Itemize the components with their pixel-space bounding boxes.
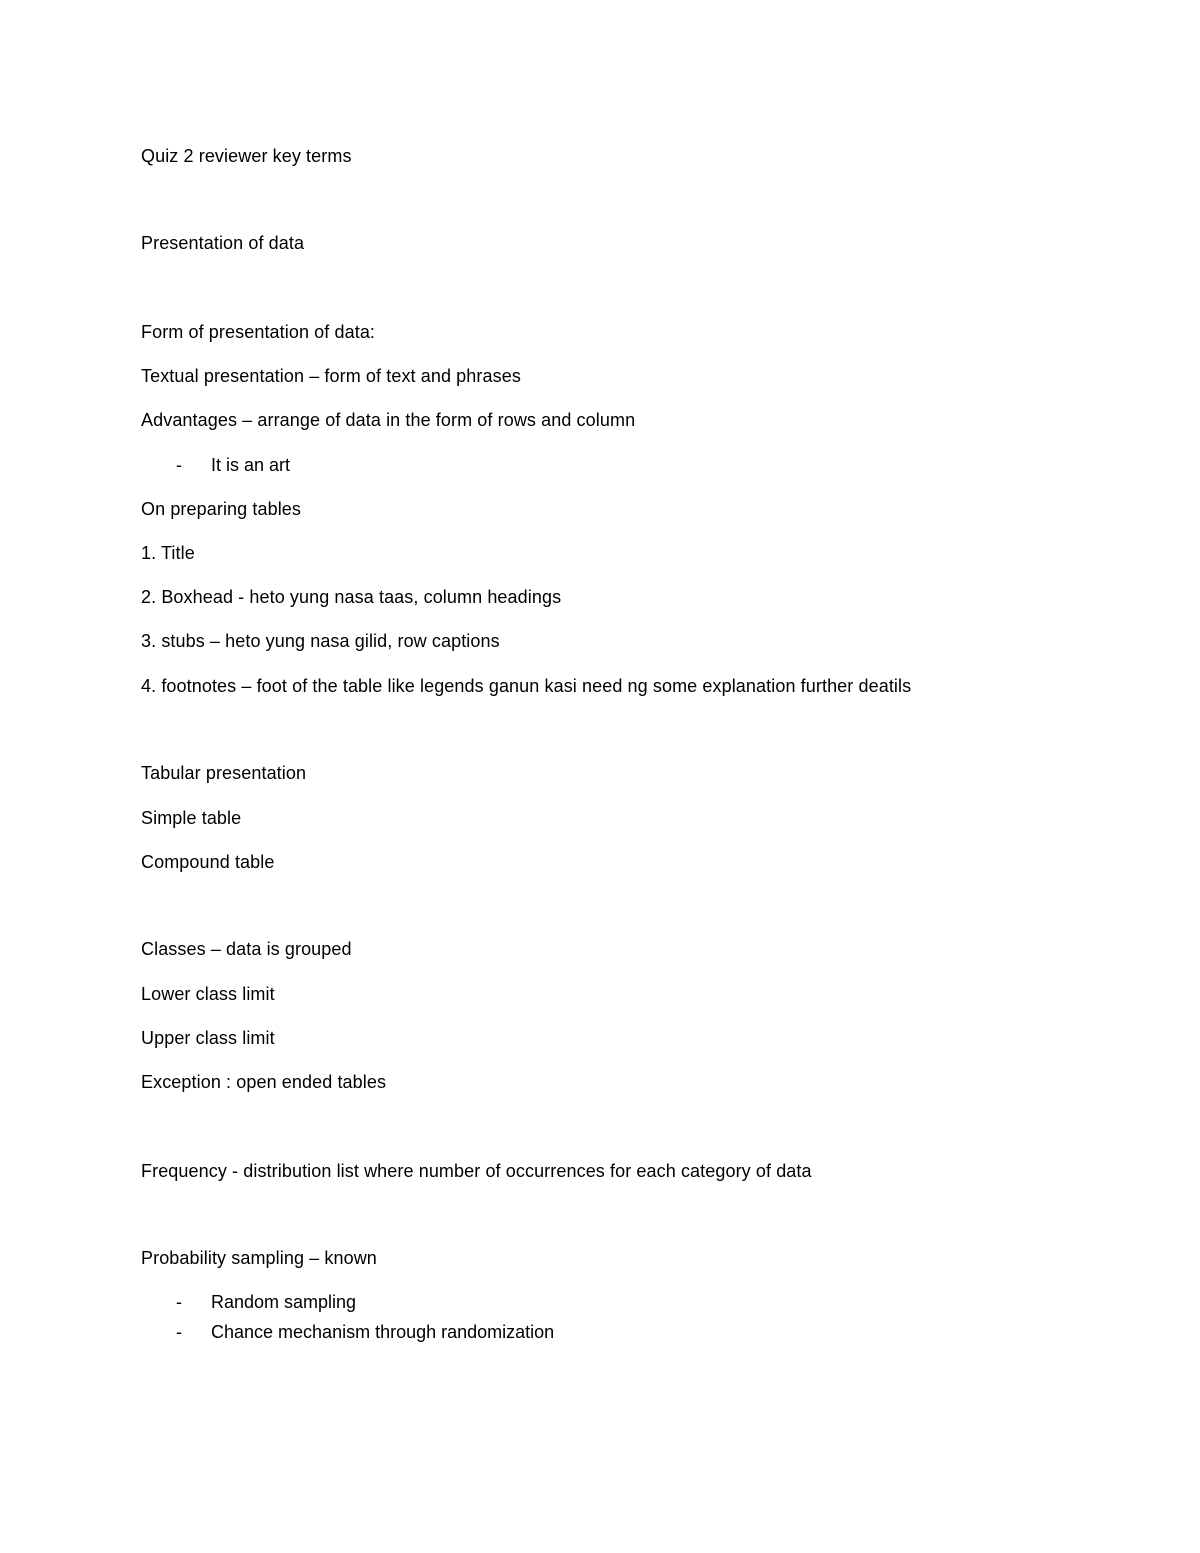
bullet-marker: - [176,455,182,475]
bullet-marker: - [176,1292,182,1312]
simple-table-line: Simple table [141,808,242,828]
preparing-tables-line: On preparing tables [141,499,301,519]
document-title: Quiz 2 reviewer key terms [141,146,352,166]
tabular-presentation-line: Tabular presentation [141,763,307,783]
probability-bullet: Random sampling [211,1292,357,1312]
section-heading: Presentation of data [141,233,305,253]
probability-sampling-line: Probability sampling – known [141,1248,377,1268]
step-item: 3. stubs – heto yung nasa gilid, row captions [141,631,500,651]
classes-line: Classes – data is grouped [141,939,352,959]
exception-line: Exception : open ended tables [141,1072,387,1092]
advantages-bullet: It is an art [211,455,291,475]
step-item: 2. Boxhead - heto yung nasa taas, column headings [141,587,562,607]
advantages-line: Advantages – arrange of data in the form of rows and column [141,410,636,430]
upper-class-limit-line: Upper class limit [141,1028,275,1048]
frequency-line: Frequency - distribution list where number of occurrences for each category of data [141,1161,812,1181]
lower-class-limit-line: Lower class limit [141,984,275,1004]
textual-presentation-line: Textual presentation – form of text and phrases [141,366,521,386]
probability-bullet: Chance mechanism through randomization [211,1322,555,1342]
bullet-marker: - [176,1322,182,1342]
step-item: 4. footnotes – foot of the table like legends ganun kasi need ng some explanation further deatils [141,676,912,696]
form-heading: Form of presentation of data: [141,322,376,342]
step-item: 1. Title [141,543,195,563]
compound-table-line: Compound table [141,852,275,872]
